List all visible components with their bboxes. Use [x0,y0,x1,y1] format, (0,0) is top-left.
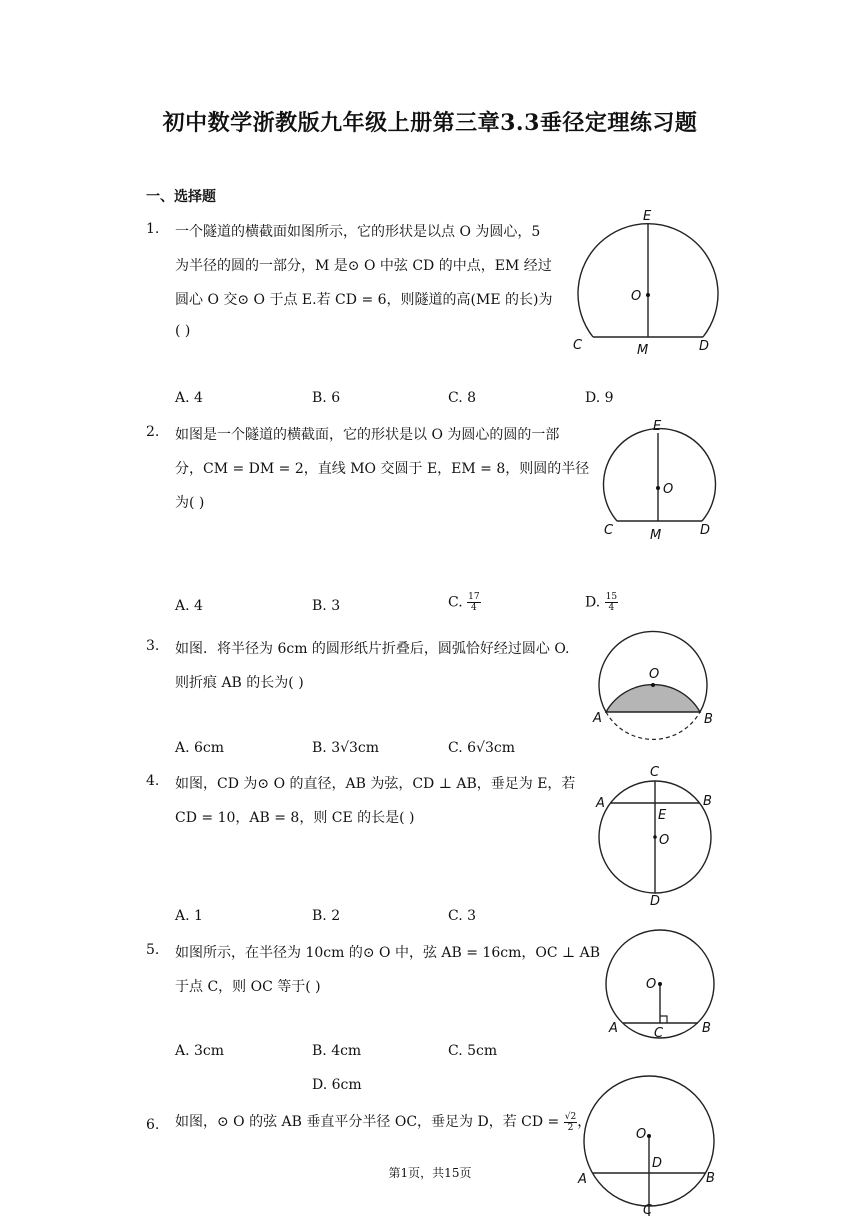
figure-label: D [700,523,711,538]
figure-label: B [704,712,713,727]
question-text-line: 如图所示，在半径为 10cm 的⊙ O 中，弦 AB = 16cm，OC ⊥ AB [175,945,601,961]
question-text-line: 如图．将半径为 6cm 的圆形纸片折叠后，圆弧恰好经过圆心 O. [175,641,570,657]
numerator: 15 [605,592,618,602]
figure-circle-chord [595,928,725,1044]
figure-center-point [647,1134,651,1138]
question-text-line: 为( ) [175,495,205,511]
option-d[interactable] [585,592,618,613]
figure-label: B [702,1021,711,1036]
figure-label: O [636,1127,647,1142]
question-text-line: 分，CM = DM = 2，直线 MO 交圆于 E，EM = 8，则圆的半径 [175,461,590,477]
option-b[interactable]: B. 3 [312,598,341,614]
option-c[interactable]: C. 8 [448,390,477,406]
question-text-line: 如图是一个隧道的横截面，它的形状是以 O 为圆心的圆的一部 [175,427,560,443]
figure-label: O [663,482,674,497]
question-text-line [175,1111,591,1133]
figure-label: A [609,1021,618,1036]
figure-label: O [649,667,660,682]
question-number: 5. [146,942,160,958]
option-a[interactable]: A. 3cm [175,1043,225,1059]
question-number: 2. [146,424,160,440]
figure-label: C [650,765,660,780]
option-d[interactable]: D. 6cm [312,1077,362,1093]
figure-folded-circle [590,622,725,747]
option-c[interactable] [448,592,481,613]
page-title: 初中数学浙教版九年级上册第三章3.3垂径定理练习题 [162,110,698,136]
fraction [605,592,618,613]
section-heading: 一、选择题 [146,189,216,205]
figure-center-point [656,486,660,490]
question-number: 6. [146,1117,160,1133]
figure-label: A [578,1172,587,1187]
figure-tunnel [565,205,725,360]
figure-label: E [653,419,662,434]
option-a[interactable]: A. 1 [175,908,203,924]
figure-arc [604,429,716,521]
figure-label: C [604,523,614,538]
question-text-line: 如图，CD 为⊙ O 的直径，AB 为弦，CD ⊥ AB，垂足为 E，若 [175,776,576,792]
figure-dashed-arc [606,712,700,739]
fraction [467,592,480,613]
figure-label: E [658,808,667,823]
option-b[interactable]: B. 4cm [312,1043,362,1059]
figure-label: D [652,1156,663,1171]
figure-center-point [658,982,662,986]
question-text-line: ( ) [175,323,191,339]
option-label: C. [448,594,468,611]
figure-right-angle [660,1016,667,1023]
option-a[interactable]: A. 6cm [175,740,225,756]
figure-label: M [637,343,649,358]
option-c[interactable]: C. 3 [448,908,477,924]
option-c[interactable]: C. 6√3cm [448,740,515,756]
option-label: D. [585,594,605,611]
denominator: 4 [470,603,477,613]
page-footer: 第1页，共15页 [388,1166,472,1180]
question-number: 4. [146,773,160,789]
option-d[interactable]: D. 9 [585,390,614,406]
option-b[interactable]: B. 6 [312,390,341,406]
question-text-line: 圆心 O 交⊙ O 于点 E.若 CD = 6，则隧道的高(ME 的长)为 [175,292,553,308]
figure-circle-diameter [590,763,720,911]
figure-label: M [650,528,662,543]
figure-label: O [659,833,670,848]
question-text-line: 为半径的圆的一部分，M 是⊙ O 中弦 CD 的中点，EM 经过 [175,258,552,274]
option-c[interactable]: C. 5cm [448,1043,498,1059]
numerator: 17 [468,592,480,602]
question-text-line: 于点 C，则 OC 等于( ) [175,979,321,995]
figure-tunnel [595,415,725,545]
question-text-tail: ， [577,1114,592,1130]
numerator: √2 [564,1111,577,1122]
option-b[interactable]: B. 3√3cm [312,740,380,756]
figure-label: D [699,339,710,354]
question-number: 1. [146,221,160,237]
question-text-line: 一个隧道的横截面如图所示，它的形状是以点 O 为圆心，5 [175,224,541,240]
figure-label: A [596,796,605,811]
question-text: 如图，⊙ O 的弦 AB 垂直平分半径 OC，垂足为 D，若 CD = [175,1114,564,1130]
option-b[interactable]: B. 2 [312,908,341,924]
figure-center-point [646,293,650,297]
question-text-line: 则折痕 AB 的长为( ) [175,675,304,691]
option-a[interactable]: A. 4 [175,598,203,614]
figure-center-point [651,683,655,687]
denominator: 2 [567,1122,574,1133]
figure-label: B [706,1171,715,1186]
figure-circle-bisector [570,1066,730,1216]
question-text-line: CD = 10，AB = 8，则 CE 的长是( ) [175,810,415,826]
figure-label: C [654,1026,664,1041]
figure-shaded-region [606,685,700,712]
figure-label: E [643,209,652,224]
denominator: 4 [608,603,615,613]
figure-label: C [573,338,583,353]
figure-center-point [653,835,657,839]
figure-label: C [643,1203,653,1216]
figure-label: D [650,894,661,909]
figure-label: B [703,794,712,809]
figure-label: A [593,711,602,726]
figure-label: O [646,977,657,992]
option-a[interactable]: A. 4 [175,390,203,406]
figure-label: O [631,289,642,304]
question-number: 3. [146,638,160,654]
